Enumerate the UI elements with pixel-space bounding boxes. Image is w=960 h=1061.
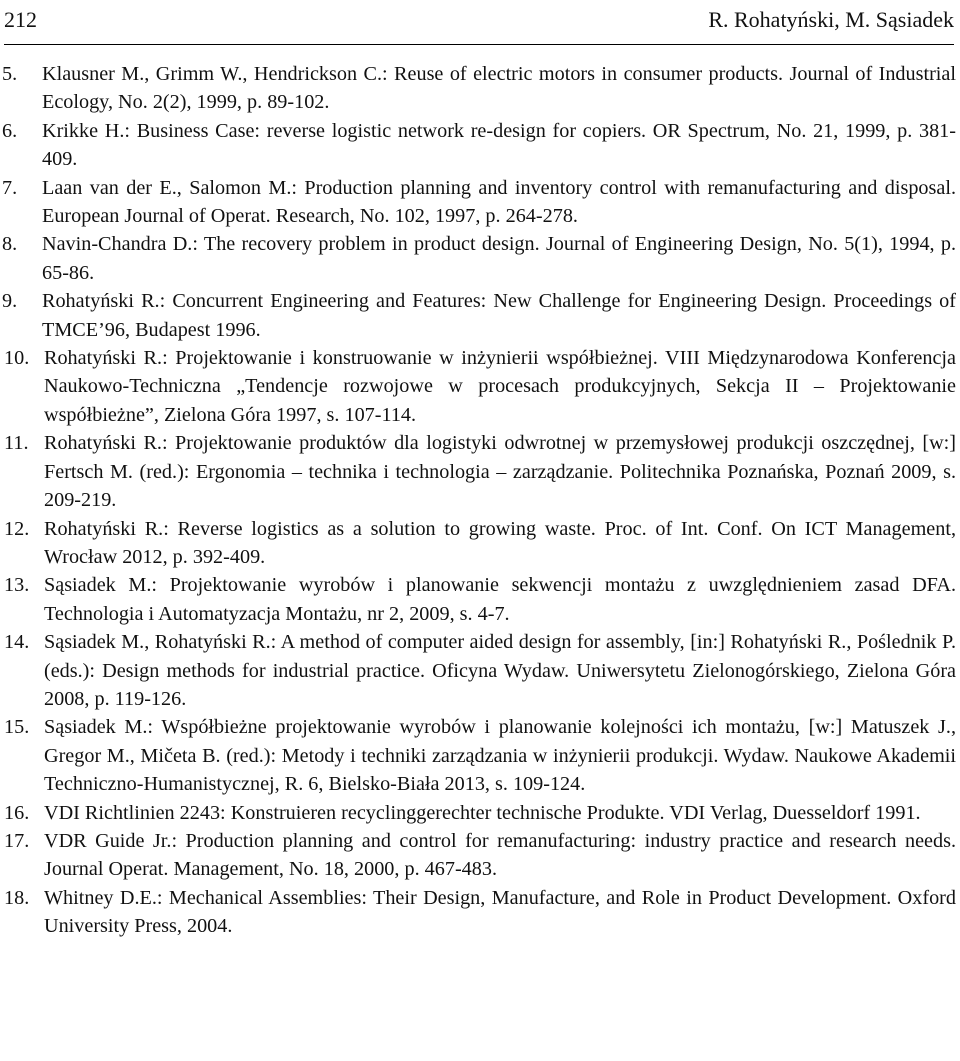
reference-item [0,344,960,429]
reference-number: 12. [4,517,30,540]
reference-text: Laan van der E., Salomon M.: Production planning and inventory control with remanufacturing and disposal. European Journal of Operat. Research, No. 102, 1997, p. 264-278. [42,176,956,228]
reference-item [0,117,960,174]
reference-item [0,799,960,827]
reference-number: 15. [4,716,30,739]
reference-item [0,230,960,287]
reference-item [0,628,960,713]
reference-number: 10. [4,347,30,370]
page-number: 212 [4,7,37,32]
reference-item [0,60,960,117]
reference-number: 17. [4,829,30,852]
reference-number: 16. [4,801,30,824]
reference-number: 7. [2,176,18,199]
reference-number: 14. [4,631,30,654]
reference-item [0,827,960,884]
page-header [4,0,954,40]
reference-text: Sąsiadek M.: Współbieżne projektowanie wyrobów i planowanie kolejności ich montażu, [w:] Matuszek J., Gregor M., Mičeta B. (red.): Metody i techniki zarządzania w inżynierii produkcji. Wydaw. Naukowe Akademii Techniczno-Humanistycznej, R. 6, Bielsko-Biała 2013, s. 109-124. [44,716,956,796]
reference-text: Rohatyński R.: Reverse logistics as a solution to growing waste. Proc. of Int. Conf. On ICT Management, Wrocław 2012, p. 392-409. [44,517,956,568]
reference-number: 9. [2,290,18,313]
reference-item [0,884,960,941]
reference-number: 11. [4,432,29,455]
reference-number: 13. [4,574,30,597]
reference-item [0,713,960,798]
reference-item [0,515,960,572]
reference-number: 8. [2,233,18,256]
reference-text: VDR Guide Jr.: Production planning and control for remanufacturing: industry practice and research needs. Journal Operat. Management, No. 18, 2000, p. 467-483. [44,829,956,881]
reference-text: Sąsiadek M.: Projektowanie wyrobów i planowanie sekwencji montażu z uwzględnieniem zasad DFA. Technologia i Automatyzacja Montażu, nr 2, 2009, s. 4-7. [44,574,956,625]
running-title: R. Rohatyński, M. Sąsiadek [708,7,954,32]
reference-text: Rohatyński R.: Concurrent Engineering and Features: New Challenge for Engineering Design. Proceedings of TMCE’96, Budapest 1996. [42,290,956,341]
reference-text: Krikke H.: Business Case: reverse logistic network re-design for copiers. OR Spectrum, No. 21, 1999, p. 381-409. [42,119,956,171]
reference-number: 6. [2,119,18,142]
reference-text: Navin-Chandra D.: The recovery problem in product design. Journal of Engineering Design, No. 5(1), 1994, p. 65-86. [42,233,956,284]
reference-item [0,174,960,231]
reference-text: VDI Richtlinien 2243: Konstruieren recyclinggerechter technische Produkte. VDI Verlag, Duesseldorf 1991. [44,801,921,824]
reference-number: 5. [2,63,18,85]
reference-text: Klausner M., Grimm W., Hendrickson C.: Reuse of electric motors in consumer products. Journal of Industrial Ecology, No. 2(2), 1999, p. 89-102. [42,63,956,114]
reference-item [0,429,960,514]
reference-item [0,571,960,628]
reference-text: Whitney D.E.: Mechanical Assemblies: Their Design, Manufacture, and Role in Product Development. Oxford University Press, 2004. [44,886,956,938]
reference-number: 18. [4,886,30,909]
reference-text: Rohatyński R.: Projektowanie i konstruowanie w inżynierii współbieżnej. VIII Międzynarodowa Konferencja Naukowo-Techniczna „Tendencje rozwojowe w procesach produkcyjnych, Sekcja II – Projektowanie współbieżne”, Zielona Góra 1997, s. 107-114. [44,347,956,426]
reference-item [0,287,960,344]
reference-list [0,60,960,941]
header-rule [4,44,954,45]
reference-text: Rohatyński R.: Projektowanie produktów dla logistyki odwrotnej w przemysłowej produkcji oszczędnej, [w:] Fertsch M. (red.): Ergonomia – technika i technologia – zarządzanie. Politechnika Poznańska, Poznań 2009, s. 209-219. [44,432,956,512]
reference-text: Sąsiadek M., Rohatyński R.: A method of computer aided design for assembly, [in:] Rohatyński R., Poślednik P. (eds.): Design methods for industrial practice. Oficyna Wydaw. Uniwersytetu Zielonogórskiego, Zielona Góra 2008, p. 119-126. [44,631,956,710]
